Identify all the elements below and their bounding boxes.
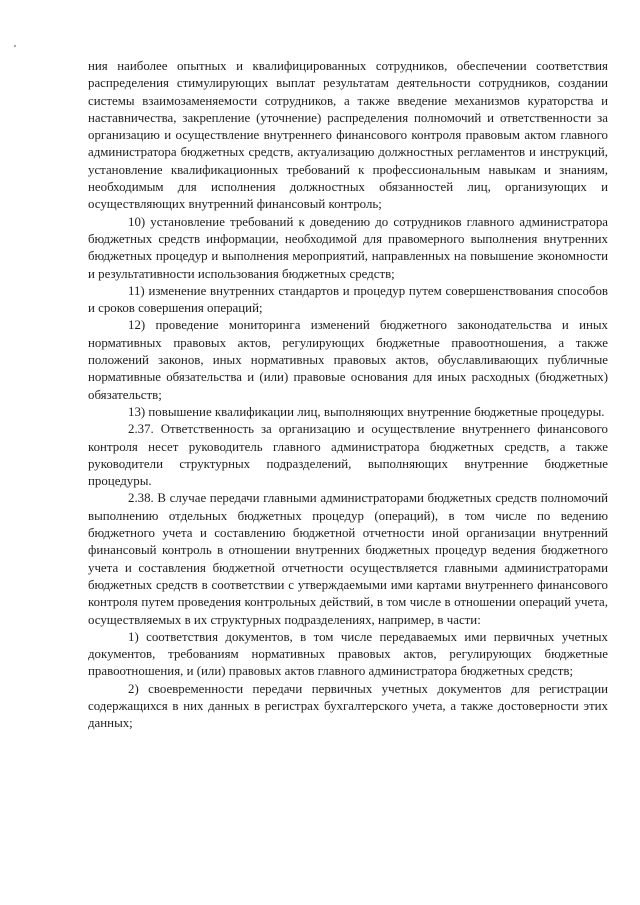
document-page — [88, 58, 608, 733]
paragraph-item-10: 10) установление требований к доведению до сотрудников главного администратора бюджетных средств информации, необходимой для правомерного выполнения внутренних бюджетных процедур и выполнения мероприятий, направленных на повышение экономности и результативности использования бюджетных средств; — [88, 214, 608, 281]
paragraph-item-13: 13) повышение квалификации лиц, выполняющих внутренние бюджетные процедуры. — [128, 404, 605, 419]
paragraph-subitem-1: 1) соответствия документов, в том числе передаваемых ими первичных учетных документов, требованиям нормативных правовых актов, регулирующих бюджетные правоотношения, и (или) правовых актов главного администратора бюджетных средств; — [88, 629, 608, 679]
paragraph-continuation: ния наиболее опытных и квалифицированных сотрудников, обеспечении соответствия распределения стимулирующих выплат результатам деятельности сотрудников, создании системы взаимозаменяемости сотрудников, а также введение механизмов кураторства и наставничества, закрепление (уточнение) распределения полномочий и ответственности за организацию и осуществление внутреннего финансового контроля правовым актом главного администратора бюджетных средств, актуализацию должностных регламентов и инструкций, установление квалификационных требований к профессиональным навыкам и знаниям, необходимым для исполнения должностных обязанностей лиц, организующих и осуществляющих внутренний финансовый контроль; — [88, 59, 608, 212]
paragraph-item-12: 12) проведение мониторинга изменений бюджетного законодательства и иных нормативных правовых актов, регулирующих бюджетные правоотношения, а также положений законов, иных нормативных правовых актов, обуславливающих публичные нормативные обязательства и (или) правовые основания для иных расходных (бюджетных) обязательств; — [88, 318, 608, 402]
paragraph-item-11: 11) изменение внутренних стандартов и процедур путем совершенствования способов и сроков совершения операций; — [88, 283, 608, 316]
paragraph-subitem-2: 2) своевременности передачи первичных учетных документов для регистрации содержащихся в них данных в регистрах бухгалтерского учета, а также достоверности этих данных; — [88, 681, 608, 731]
scan-speck — [14, 45, 16, 47]
paragraph-2-37: 2.37. Ответственность за организацию и осуществление внутреннего финансового контроля несет руководитель главного администратора бюджетных средств, а также руководители структурных подразделений, выполняющих внутренние бюджетные процедуры. — [88, 422, 608, 489]
paragraph-2-38: 2.38. В случае передачи главными администраторами бюджетных средств полномочий выполнению отдельных бюджетных процедур (операций), в том числе по ведению бюджетного учета и составлению бюджетной отчетности иной организации внутренний финансовый контроль в отношении внутренних бюджетных процедур ведения бюджетного учета и составления бюджетной отчетности осуществляется главными администраторами бюджетных средств в соответствии с утверждаемыми ими картами внутреннего финансового контроля путем проведения контрольных действий, в том числе в отношении операций учета, осуществляемых в их структурных подразделениях, например, в части: — [88, 491, 608, 627]
